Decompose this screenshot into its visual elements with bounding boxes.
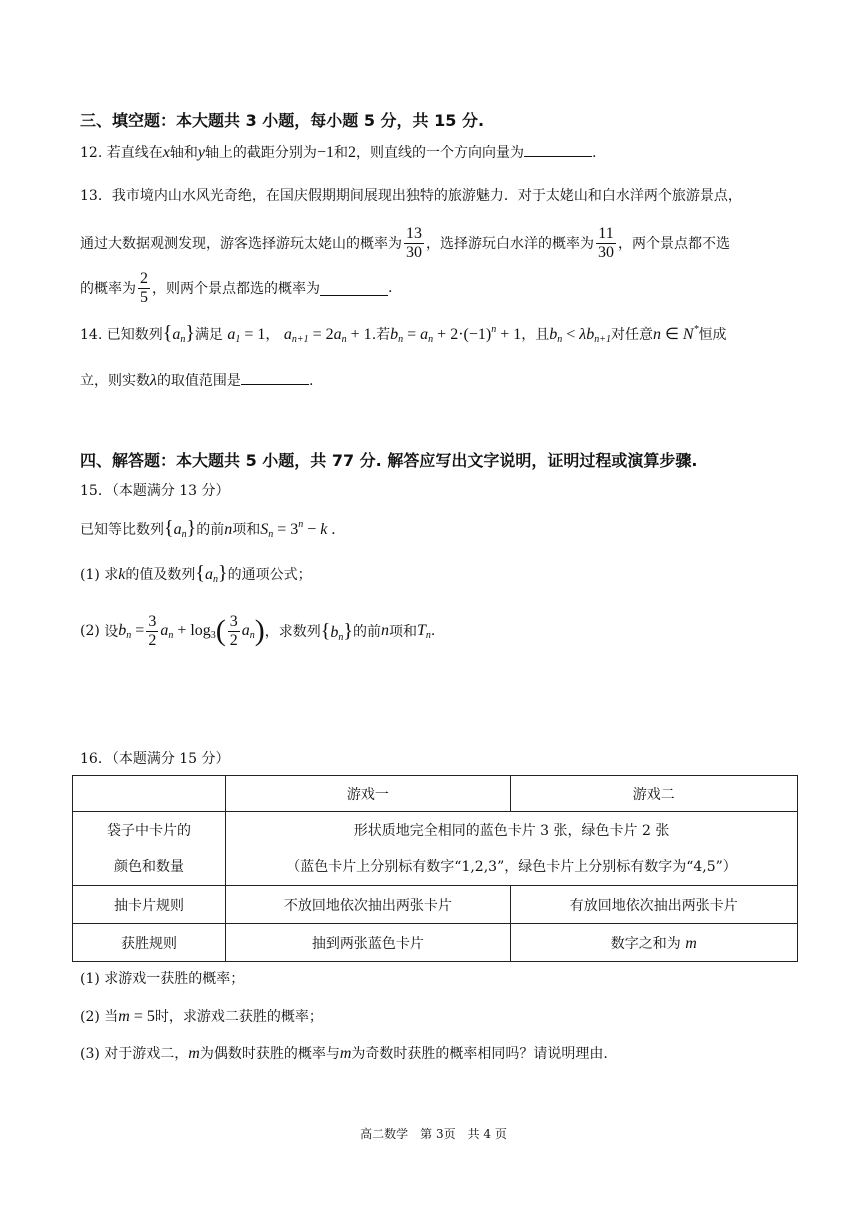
section-4-heading: 四、解答题：本大题共 5 小题，共 77 分. 解答应写出文字说明，证明过程或演算步骤. bbox=[80, 451, 698, 470]
table-header-game-1: 游戏一 bbox=[226, 776, 510, 812]
part-label: (1) bbox=[80, 971, 100, 987]
question-14-line-2 bbox=[80, 370, 313, 390]
part-label: (1) bbox=[80, 567, 100, 583]
answer-blank[interactable] bbox=[241, 370, 309, 385]
q16-text: 为偶数时获胜的概率与 bbox=[199, 1046, 340, 1062]
table-header-game-2: 游戏二 bbox=[510, 776, 797, 812]
var-m: m bbox=[685, 934, 697, 952]
q15-var-n: n bbox=[381, 622, 390, 639]
q14-text: 恒成 bbox=[698, 327, 727, 343]
table-row bbox=[73, 886, 798, 924]
q15-var-n: n bbox=[224, 521, 233, 538]
q14-text: 对任意 bbox=[610, 327, 653, 343]
row-label-line: 袋子中卡片的 bbox=[107, 822, 192, 839]
cell-line: （蓝色卡片上分别标有数字“1,2,3”，绿色卡片上分别标有数字为“4,5”） bbox=[286, 858, 737, 875]
sequence-a-n: $\{a_n\}$ bbox=[162, 322, 195, 345]
q14-end: . bbox=[308, 373, 314, 389]
q13-text: ，则两个景点都选的概率为 bbox=[152, 281, 320, 297]
q15-part-1 bbox=[80, 562, 312, 585]
question-14-line-1 bbox=[80, 322, 727, 345]
q12-value-1: −1 bbox=[316, 144, 334, 161]
q12-end: . bbox=[591, 145, 597, 161]
q16-text: 为奇数时获胜的概率相同吗？请说明理由. bbox=[351, 1046, 608, 1062]
q12-text: 轴上的截距分别为 bbox=[204, 145, 317, 161]
fraction-numerator: 11 bbox=[596, 225, 616, 244]
question-13-line-1 bbox=[80, 185, 742, 205]
question-13-line-3 bbox=[80, 268, 392, 308]
part-label: (2) bbox=[80, 1009, 100, 1025]
q16-text: 时，求游戏二获胜的概率； bbox=[154, 1009, 323, 1025]
q14-text: .若 bbox=[371, 327, 391, 343]
q13-text: ，选择游玩白水洋的概率为 bbox=[426, 236, 594, 252]
question-12 bbox=[80, 142, 596, 162]
fraction-3-2: $\frac{3}{2}$ bbox=[148, 612, 157, 649]
table-cell-game-1-rule: 不放回地依次抽出两张卡片 bbox=[226, 886, 510, 924]
fraction-13-30 bbox=[404, 225, 424, 262]
formula-part: $a_n$ bbox=[241, 621, 255, 641]
page-footer: 高二数学 第 3页 共 4 页 bbox=[360, 1127, 507, 1141]
q15-header: 15．（本题满分 13 分） bbox=[80, 483, 230, 499]
q13-text: 我市境内山水风光奇绝，在国庆假期期间展现出独特的旅游魅力．对于太姥山和白水洋两个旅游景点， bbox=[111, 188, 742, 204]
q13-text: ，两个景点都不选 bbox=[618, 236, 730, 252]
table-row bbox=[73, 776, 798, 812]
part-label: (2) bbox=[80, 623, 100, 639]
q16-text: 当 bbox=[104, 1009, 119, 1025]
table-row-label-cards bbox=[73, 812, 226, 886]
q12-value-2: 2 bbox=[347, 144, 356, 161]
cell-text: 数字之和为 bbox=[610, 935, 681, 952]
fraction-11-30 bbox=[596, 225, 616, 262]
table-row-label-win-rule: 获胜规则 bbox=[73, 924, 226, 962]
sequence-a-n: $\{a_n\}$ bbox=[195, 562, 228, 585]
table-cell-empty bbox=[73, 776, 226, 812]
q13-text: 的概率为 bbox=[80, 281, 136, 297]
q16-part-3 bbox=[80, 1043, 608, 1063]
q12-number: 12. bbox=[80, 145, 103, 161]
game-rules-table bbox=[72, 775, 798, 962]
formula-bn-def: $b_n$ = bbox=[118, 621, 145, 641]
cell-line: 形状质地完全相同的蓝色卡片 3 张，绿色卡片 2 张 bbox=[353, 822, 670, 839]
formula-a1: $a_1 = 1$ bbox=[227, 326, 266, 345]
q15-text: 设 bbox=[104, 624, 119, 640]
q15-text: ，求数列 bbox=[264, 624, 321, 640]
table-cell-cards bbox=[226, 812, 798, 886]
q16-text: 求游戏一获胜的概率； bbox=[104, 971, 245, 987]
q12-text: 和 bbox=[333, 145, 348, 161]
formula-bn: $b_n = a_n + 2\cdot(-1)^n + 1$ bbox=[390, 324, 522, 345]
q14-text: ， bbox=[265, 327, 280, 343]
q12-text: 轴和 bbox=[169, 145, 198, 161]
q15-text: 的值及数列 bbox=[125, 567, 196, 583]
row-label-line: 颜色和数量 bbox=[114, 858, 185, 875]
q15-stem bbox=[80, 517, 335, 540]
formula-recurrence: $a_{n+1} = 2a_n + 1$ bbox=[283, 326, 372, 345]
var-m: m bbox=[339, 1045, 352, 1062]
section-3-heading: 三、填空题：本大题共 3 小题，每小题 5 分，共 15 分. bbox=[80, 111, 485, 130]
q14-number: 14. bbox=[80, 327, 103, 343]
formula-inequality: $b_n < \lambda b_{n+1}$ bbox=[549, 326, 611, 345]
formula-m-equals-5: m = 5 bbox=[118, 1008, 155, 1025]
q13-end: . bbox=[388, 280, 393, 296]
q14-text: 满足 bbox=[194, 327, 223, 343]
table-cell-game-1-win: 抽到两张蓝色卡片 bbox=[226, 924, 510, 962]
q15-text: 的前 bbox=[353, 624, 382, 640]
table-row-label-draw-rule: 抽卡片规则 bbox=[73, 886, 226, 924]
q15-text: 求 bbox=[104, 567, 119, 583]
fraction-numerator: 13 bbox=[406, 224, 422, 242]
q15-text: 项和 bbox=[232, 522, 261, 538]
q15-part-2 bbox=[80, 608, 435, 654]
fraction-2-5 bbox=[138, 270, 150, 307]
q12-var-y: y bbox=[197, 144, 205, 161]
table-row bbox=[73, 812, 798, 886]
part-label: (3) bbox=[80, 1046, 100, 1062]
q13-text: 通过大数据观测发现，游客选择游玩太姥山的概率为 bbox=[80, 236, 402, 252]
formula-n-in-N: n ∈ N* bbox=[652, 324, 699, 343]
q15-text: 项和 bbox=[389, 624, 418, 640]
q15-var-k: k bbox=[118, 566, 126, 583]
fraction-3-2: $\frac{3}{2}$ bbox=[229, 612, 238, 649]
table-row bbox=[73, 924, 798, 962]
q14-text: ，且 bbox=[521, 327, 550, 343]
q15-text: 的通项公式； bbox=[227, 567, 312, 583]
q14-text: 立，则实数 bbox=[80, 373, 150, 389]
sequence-b-n: $\{b_n\}$ bbox=[320, 619, 354, 643]
fraction-denominator: 5 bbox=[140, 288, 148, 306]
q15-text: 已知等比数列 bbox=[80, 522, 164, 538]
var-m: m bbox=[188, 1045, 200, 1062]
formula-part: $a_n + \log_3$ bbox=[160, 621, 216, 641]
q14-lambda: λ bbox=[150, 372, 157, 389]
q12-var-x: x bbox=[162, 144, 170, 161]
paren-left: ( bbox=[215, 614, 226, 647]
fraction-numerator: 2 bbox=[140, 269, 148, 287]
answer-blank[interactable] bbox=[524, 142, 592, 157]
fraction-denominator: 30 bbox=[598, 243, 614, 261]
q15-end: . bbox=[430, 623, 436, 639]
q12-text: ，则直线的一个方向向量为 bbox=[355, 145, 524, 161]
question-13-line-2 bbox=[80, 223, 730, 263]
q16-part-2 bbox=[80, 1006, 323, 1026]
q14-text: 已知数列 bbox=[106, 327, 163, 343]
q16-part-1 bbox=[80, 968, 244, 988]
paren-right: ) bbox=[254, 614, 265, 647]
q14-text: 的取值范围是 bbox=[156, 373, 241, 389]
q15-text: 的前 bbox=[196, 522, 225, 538]
sequence-a-n: $\{a_n\}$ bbox=[164, 517, 197, 540]
q16-header: 16．（本题满分 15 分） bbox=[80, 751, 230, 767]
formula-sn: $S_n = 3^n - k$ . bbox=[260, 519, 336, 540]
answer-blank[interactable] bbox=[320, 281, 388, 296]
table-cell-game-2-win bbox=[510, 924, 797, 962]
table-cell-game-2-rule: 有放回地依次抽出两张卡片 bbox=[510, 886, 797, 924]
q13-number: 13． bbox=[80, 188, 112, 204]
q12-text: 若直线在 bbox=[106, 145, 163, 161]
formula-tn: $T_n$ bbox=[417, 621, 431, 641]
fraction-denominator: 30 bbox=[406, 243, 422, 261]
q16-text: 对于游戏二， bbox=[104, 1046, 189, 1062]
